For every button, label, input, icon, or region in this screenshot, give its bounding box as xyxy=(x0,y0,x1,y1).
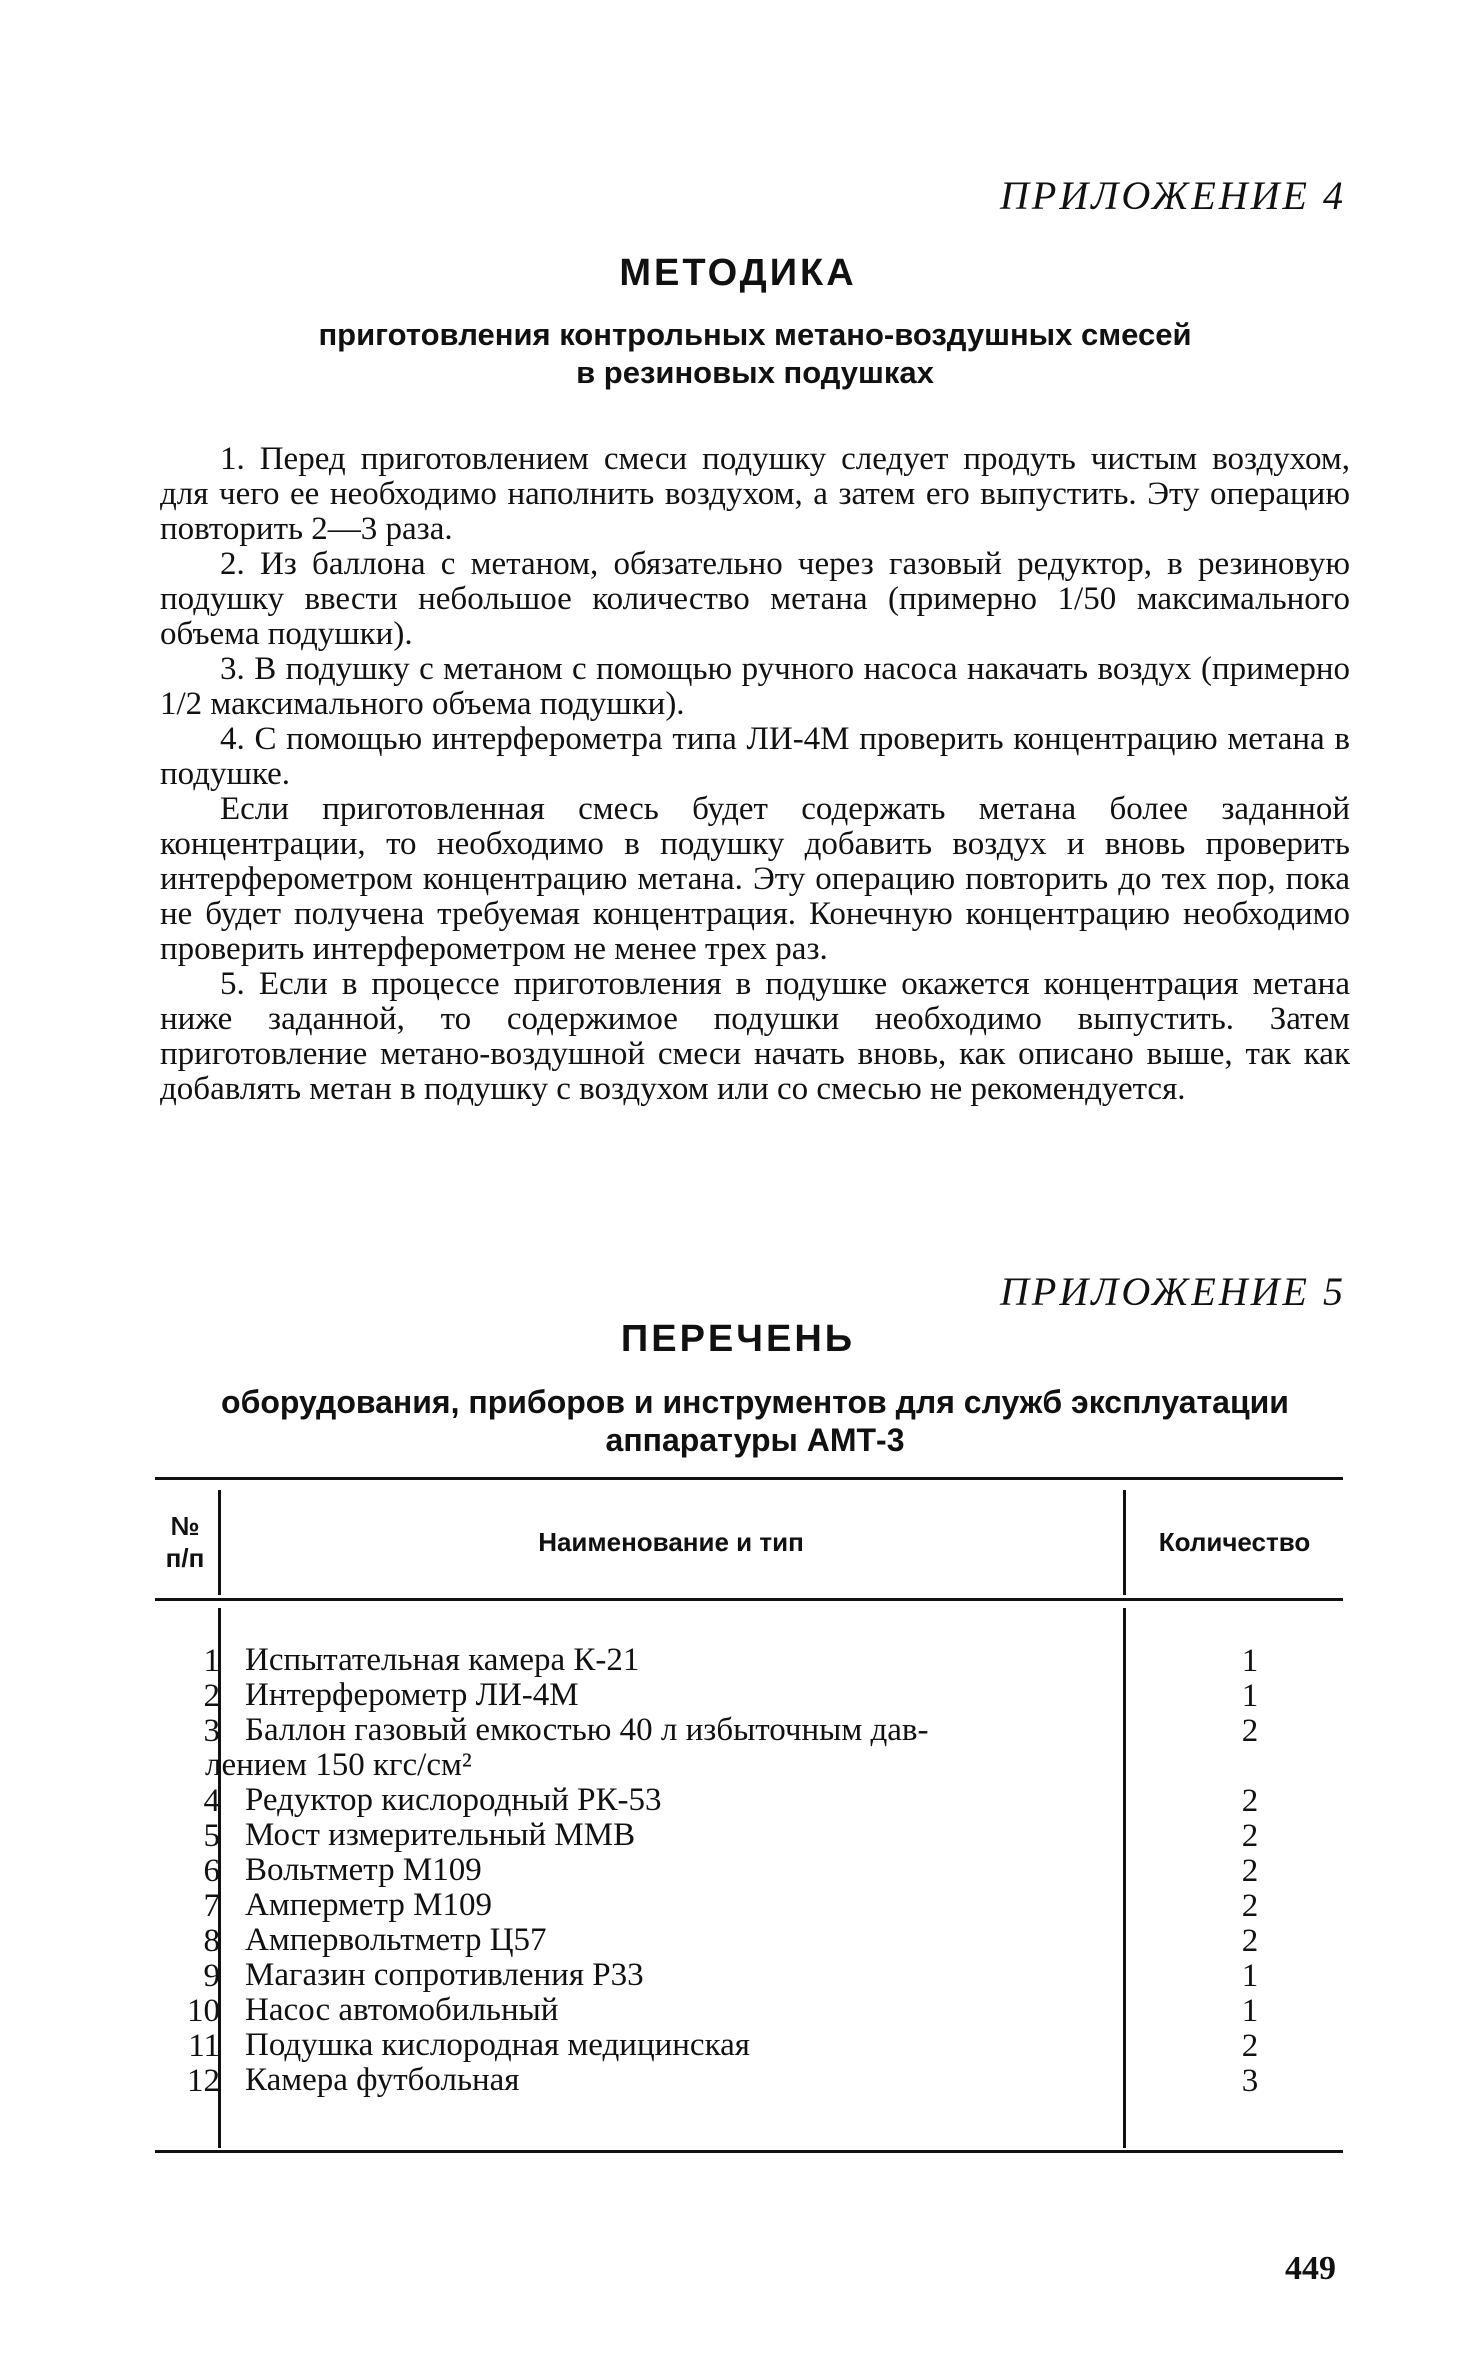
table-row xyxy=(155,1643,1343,1678)
appendix-4-label: ПРИЛОЖЕНИЕ 4 xyxy=(1000,173,1346,218)
table-row xyxy=(155,1853,1343,1888)
row-num: 10 xyxy=(187,1993,220,2029)
row-name: Камера футбольная xyxy=(245,2062,520,2098)
appendix-4-subtitle-line2: в резиновых подушках xyxy=(576,355,934,390)
row-name: Магазин сопротивления Р33 xyxy=(245,1957,644,1993)
header-num-symbol: № xyxy=(170,1511,200,1541)
table-header-rule xyxy=(155,1598,1343,1601)
row-num: 9 xyxy=(203,1958,220,1994)
row-name: Интерферометр ЛИ-4М xyxy=(245,1677,579,1713)
paragraph-3: 3. В подушку с метаном с помощью ручного насоса накачать воздух (примерно 1/2 максимального объема подушки). xyxy=(160,651,1350,722)
row-num: 12 xyxy=(187,2063,220,2099)
table-row xyxy=(155,1888,1343,1923)
row-num: 4 xyxy=(203,1783,220,1819)
row-qty: 2 xyxy=(1241,1923,1259,1959)
row-num: 11 xyxy=(188,2028,220,2064)
row-name xyxy=(205,1712,1255,1783)
header-name: Наименование и тип xyxy=(538,1527,804,1557)
row-name: Вольтметр М109 xyxy=(245,1852,482,1888)
row-qty: 1 xyxy=(1241,1993,1259,2029)
appendix-5-subtitle xyxy=(160,1383,1350,1459)
row-name: Мост измерительный ММВ xyxy=(245,1817,636,1853)
appendix-4-body xyxy=(160,442,1350,1107)
appendix-4-subtitle xyxy=(160,316,1350,392)
row-name-line1: Баллон газовый емкостью 40 л избыточным дав- xyxy=(245,1712,929,1748)
appendix-5-subtitle-line2: аппаратуры АМТ-3 xyxy=(605,1422,905,1458)
row-num: 3 xyxy=(203,1713,220,1749)
appendix-4-title: МЕТОДИКА xyxy=(619,252,857,294)
row-num: 7 xyxy=(203,1888,220,1924)
appendix-5-label: ПРИЛОЖЕНИЕ 5 xyxy=(1000,1269,1346,1314)
row-num: 8 xyxy=(203,1923,220,1959)
appendix-4-subtitle-line1: приготовления контрольных метано-воздушных смесей xyxy=(318,317,1192,352)
paragraph-1: 1. Перед приготовлением смеси подушку следует продуть чистым воздухом, для чего ее необходимо наполнить воздухом, а затем его выпустить. Эту операцию повторить 2—3 раза. xyxy=(160,441,1350,547)
row-name: Ампервольтметр Ц57 xyxy=(245,1922,547,1958)
table-row xyxy=(155,1678,1343,1713)
row-name-line2: лением 150 кгс/см² xyxy=(205,1747,472,1783)
appendix-5-subtitle-line1: оборудования, приборов и инструментов для служб эксплуатации xyxy=(221,1384,1289,1420)
paragraph-4: 4. С помощью интерферометра типа ЛИ-4М проверить концентрацию метана в подушке. xyxy=(160,721,1350,792)
paragraph-6: 5. Если в процессе приготовления в подушке окажется концентрация метана ниже заданной, то содержимое подушки необходимо выпустить. Затем приготовление метано-воздушной смеси начать вновь, как описано выше, так как добавлять метан в подушку с воздухом или со смесью не рекомендуется. xyxy=(160,966,1350,1107)
table-bottom-rule xyxy=(155,2150,1343,2153)
row-qty: 2 xyxy=(1241,1818,1259,1854)
row-qty: 2 xyxy=(1241,1783,1259,1819)
row-name: Испытательная камера К-21 xyxy=(245,1642,640,1678)
row-name: Амперметр М109 xyxy=(245,1887,492,1923)
row-num: 6 xyxy=(203,1853,220,1889)
table-row xyxy=(155,2028,1343,2063)
header-num-abbr: п/п xyxy=(165,1543,205,1573)
table-row xyxy=(155,2063,1343,2098)
row-qty: 3 xyxy=(1241,2063,1259,2099)
table-row xyxy=(155,1818,1343,1853)
row-name: Насос автомобильный xyxy=(245,1992,559,2028)
row-num: 2 xyxy=(203,1678,220,1714)
table-row xyxy=(155,1923,1343,1958)
table-row xyxy=(155,1713,1343,1783)
row-name: Редуктор кислородный РК-53 xyxy=(245,1782,662,1818)
table-top-rule xyxy=(155,1477,1343,1480)
header-num xyxy=(155,1510,215,1574)
row-num: 5 xyxy=(203,1818,220,1854)
row-qty: 1 xyxy=(1241,1958,1259,1994)
table-body xyxy=(155,1643,1343,2098)
row-name: Подушка кислородная медицинская xyxy=(245,2027,750,2063)
paragraph-2: 2. Из баллона с метаном, обязательно через газовый редуктор, в резиновую подушку ввести небольшое количество метана (примерно 1/50 максимального объема подушки). xyxy=(160,546,1350,652)
appendix-5-title: ПЕРЕЧЕНЬ xyxy=(620,1318,856,1360)
row-qty: 2 xyxy=(1241,1853,1259,1889)
header-qty: Количество xyxy=(1158,1527,1311,1557)
row-num: 1 xyxy=(203,1643,220,1679)
row-qty: 2 xyxy=(1241,1888,1259,1924)
table-row xyxy=(155,1783,1343,1818)
row-qty: 2 xyxy=(1241,1713,1259,1749)
paragraph-5: Если приготовленная смесь будет содержать метана более заданной концентрации, то необходимо в подушку добавить воздух и вновь проверить интерферометром концентрацию метана. Эту операцию повторить до тех пор, пока не будет получена требуемая концентрация. Конечную концентрацию необходимо проверить интерферометром не менее трех раз. xyxy=(160,791,1350,967)
row-qty: 2 xyxy=(1241,2028,1259,2064)
row-qty: 1 xyxy=(1241,1643,1259,1679)
table-row xyxy=(155,1993,1343,2028)
table-row xyxy=(155,1958,1343,1993)
page-number: 449 xyxy=(1285,2250,1336,2287)
row-qty: 1 xyxy=(1241,1678,1259,1714)
